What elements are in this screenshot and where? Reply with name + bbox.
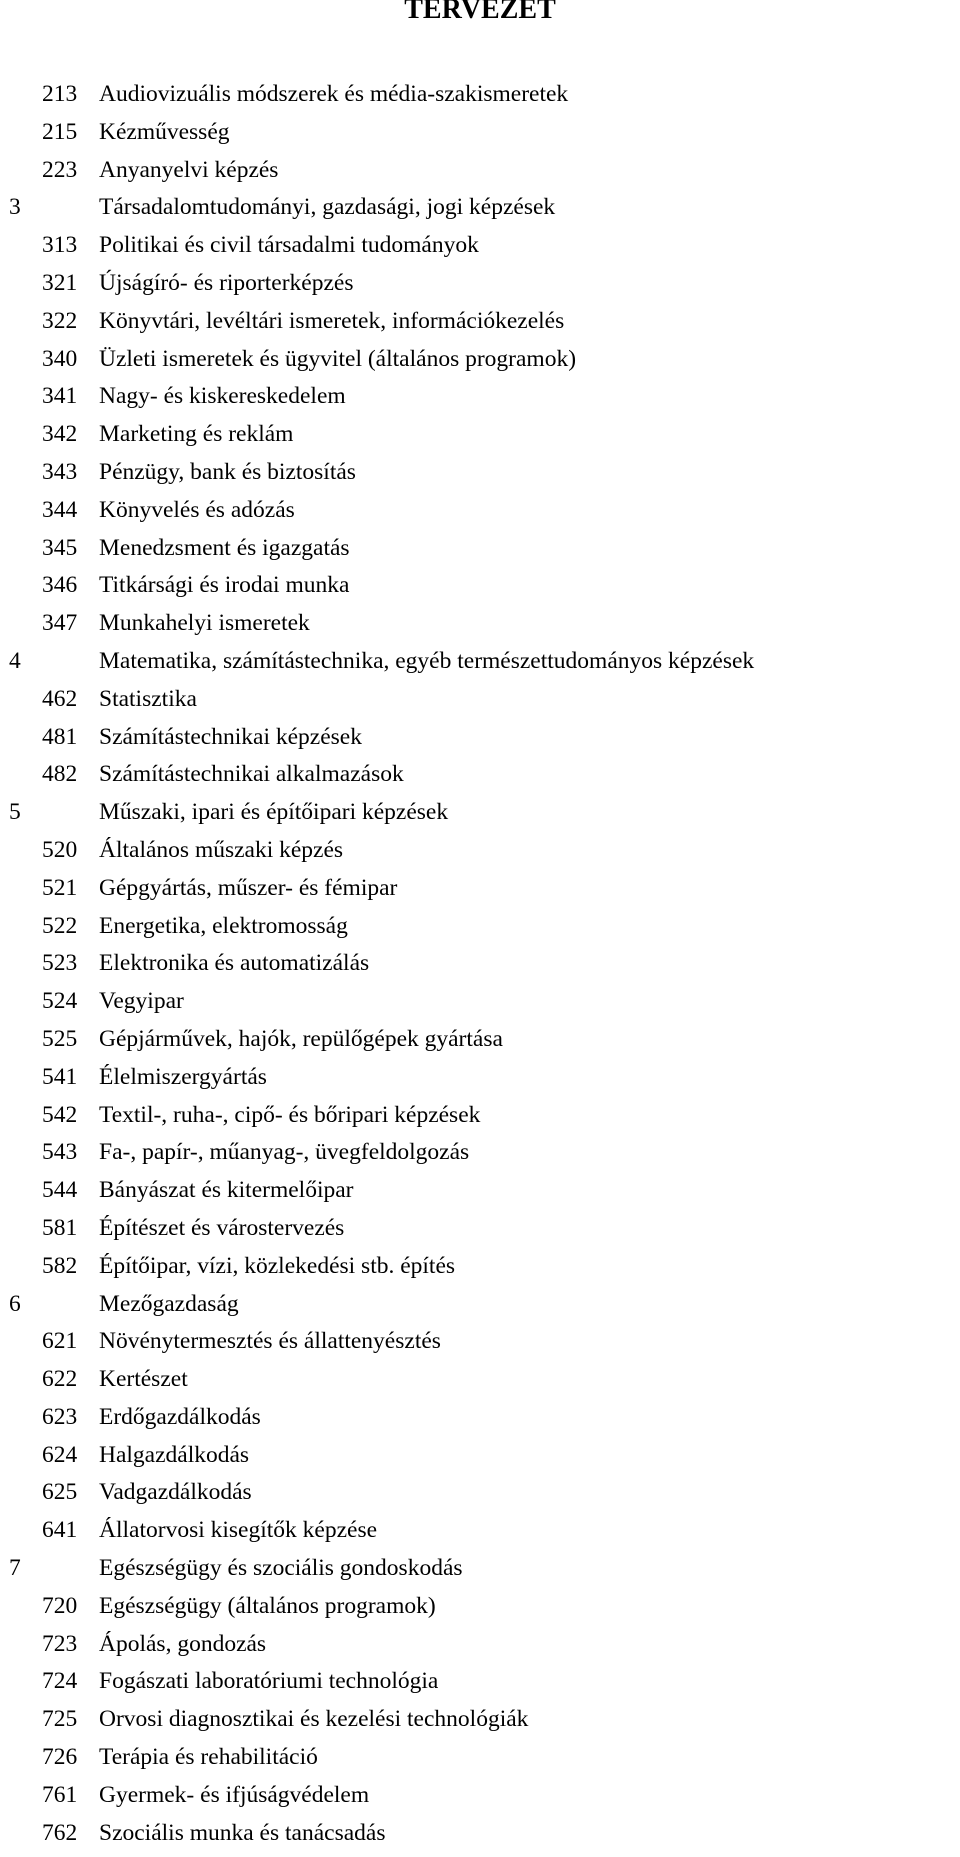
list-item [0,1021,960,1059]
entry-code: 621 [42,1328,78,1355]
entry-code: 624 [42,1441,78,1468]
entry-label: Mezőgazdaság [99,1290,239,1317]
list-item [0,1626,960,1664]
entry-label: Üzleti ismeretek és ügyvitel (általános programok) [99,345,577,372]
entry-label: Szociális munka és tanácsadás [99,1819,386,1846]
list-item [0,1172,960,1210]
entry-code: 520 [42,836,78,863]
entry-label: Orvosi diagnosztikai és kezelési technológiák [99,1706,529,1733]
entry-code: 525 [42,1025,78,1052]
list-item [0,1210,960,1248]
entry-code: 521 [42,874,78,901]
list-item [0,1739,960,1777]
entry-code: 544 [42,1177,78,1204]
list-item [0,265,960,303]
list-item [0,1134,960,1172]
list-item [0,567,960,605]
list-item [0,114,960,152]
entry-code: 541 [42,1063,78,1090]
entry-label: Bányászat és kitermelőipar [99,1177,354,1204]
entry-code: 641 [42,1517,78,1544]
list-item [0,1512,960,1550]
entry-code: 343 [42,458,78,485]
list-item [0,1474,960,1512]
entry-code: 720 [42,1592,78,1619]
list-item [0,1361,960,1399]
category-heading [0,189,960,227]
entry-label: Műszaki, ipari és építőipari képzések [99,799,449,826]
entry-label: Egészségügy és szociális gondoskodás [99,1555,463,1582]
entry-code: 625 [42,1479,78,1506]
entry-label: Újságíró- és riporterképzés [99,269,354,296]
entry-label: Számítástechnikai képzések [99,723,362,750]
entry-label: Terápia és rehabilitáció [99,1744,318,1771]
entry-code: 347 [42,610,78,637]
entry-label: Állatorvosi kisegítők képzése [99,1517,378,1544]
entry-code: 3 [9,194,21,221]
entry-label: Politikai és civil társadalmi tudományok [99,232,479,259]
entry-code: 342 [42,421,78,448]
list-item [0,227,960,265]
entry-label: Fogászati laboratóriumi technológia [99,1668,439,1695]
list-item [0,605,960,643]
list-item [0,908,960,946]
list-item [0,1323,960,1361]
entry-code: 6 [9,1290,21,1317]
entry-code: 223 [42,156,78,183]
entry-code: 522 [42,912,78,939]
entry-code: 321 [42,269,78,296]
entry-code: 524 [42,988,78,1015]
entry-label: Gépgyártás, műszer- és fémipar [99,874,398,901]
entry-label: Textil-, ruha-, cipő- és bőripari képzések [99,1101,481,1128]
entry-label: Általános műszaki képzés [99,836,344,863]
training-code-list [0,76,960,1852]
entry-label: Halgazdálkodás [99,1441,250,1468]
entry-code: 322 [42,307,78,334]
category-heading [0,794,960,832]
entry-code: 543 [42,1139,78,1166]
entry-code: 345 [42,534,78,561]
entry-label: Elektronika és automatizálás [99,950,370,977]
list-item [0,341,960,379]
list-item [0,756,960,794]
list-item [0,1399,960,1437]
entry-label: Energetika, elektromosság [99,912,348,939]
entry-label: Gyermek- és ifjúságvédelem [99,1781,370,1808]
entry-label: Statisztika [99,685,197,712]
list-item [0,1588,960,1626]
entry-code: 346 [42,572,78,599]
entry-label: Anyanyelvi képzés [99,156,279,183]
list-item [0,681,960,719]
entry-code: 481 [42,723,78,750]
list-item [0,1437,960,1475]
list-item [0,416,960,454]
list-item [0,1815,960,1853]
entry-label: Marketing és reklám [99,421,294,448]
entry-code: 761 [42,1781,78,1808]
entry-code: 542 [42,1101,78,1128]
list-item [0,1701,960,1739]
entry-code: 215 [42,118,78,145]
entry-label: Építészet és várostervezés [99,1214,345,1241]
entry-code: 7 [9,1555,21,1582]
entry-label: Élelmiszergyártás [99,1063,267,1090]
entry-code: 523 [42,950,78,977]
category-heading [0,1550,960,1588]
entry-label: Nagy- és kiskereskedelem [99,383,346,410]
entry-code: 313 [42,232,78,259]
entry-label: Könyvelés és adózás [99,496,295,523]
entry-code: 213 [42,81,78,107]
list-item [0,719,960,757]
category-heading [0,1286,960,1324]
entry-code: 724 [42,1668,78,1695]
entry-label: Audiovizuális módszerek és média-szakismeretek [99,81,569,107]
entry-code: 623 [42,1403,78,1430]
list-item [0,454,960,492]
entry-label: Matematika, számítástechnika, egyéb természettudományos képzések [99,647,755,674]
entry-label: Fa-, papír-, műanyag-, üvegfeldolgozás [99,1139,470,1166]
entry-label: Menedzsment és igazgatás [99,534,350,561]
list-item [0,492,960,530]
entry-code: 725 [42,1706,78,1733]
entry-label: Könyvtári, levéltári ismeretek, információkezelés [99,307,565,334]
entry-code: 622 [42,1366,78,1393]
entry-code: 723 [42,1630,78,1657]
list-item [0,1097,960,1135]
entry-label: Titkársági és irodai munka [99,572,350,599]
list-item [0,378,960,416]
page-title: TERVEZET [404,0,556,25]
entry-code: 726 [42,1744,78,1771]
entry-code: 341 [42,383,78,410]
entry-code: 5 [9,799,21,826]
entry-label: Ápolás, gondozás [99,1630,267,1657]
list-item [0,303,960,341]
entry-label: Építőipar, vízi, közlekedési stb. építés [99,1252,456,1279]
entry-label: Pénzügy, bank és biztosítás [99,458,356,485]
list-item [0,1059,960,1097]
list-item [0,832,960,870]
entry-label: Kézművesség [99,118,230,145]
entry-code: 762 [42,1819,78,1846]
entry-code: 582 [42,1252,78,1279]
entry-label: Erdőgazdálkodás [99,1403,261,1430]
entry-label: Vegyipar [99,988,184,1015]
list-item [0,945,960,983]
category-heading [0,643,960,681]
entry-label: Társadalomtudományi, gazdasági, jogi képzések [99,194,556,221]
list-item [0,1663,960,1701]
list-item [0,76,960,114]
entry-label: Vadgazdálkodás [99,1479,252,1506]
list-item [0,983,960,1021]
entry-code: 462 [42,685,78,712]
entry-code: 340 [42,345,78,372]
list-item [0,1248,960,1286]
entry-code: 581 [42,1214,78,1241]
entry-label: Számítástechnikai alkalmazások [99,761,404,788]
entry-code: 344 [42,496,78,523]
entry-label: Kertészet [99,1366,188,1393]
entry-label: Növénytermesztés és állattenyésztés [99,1328,441,1355]
list-item [0,530,960,568]
entry-label: Munkahelyi ismeretek [99,610,310,637]
list-item [0,870,960,908]
entry-label: Egészségügy (általános programok) [99,1592,436,1619]
entry-code: 4 [9,647,21,674]
list-item [0,152,960,190]
entry-label: Gépjárművek, hajók, repülőgépek gyártása [99,1025,503,1052]
entry-code: 482 [42,761,78,788]
list-item [0,1777,960,1815]
